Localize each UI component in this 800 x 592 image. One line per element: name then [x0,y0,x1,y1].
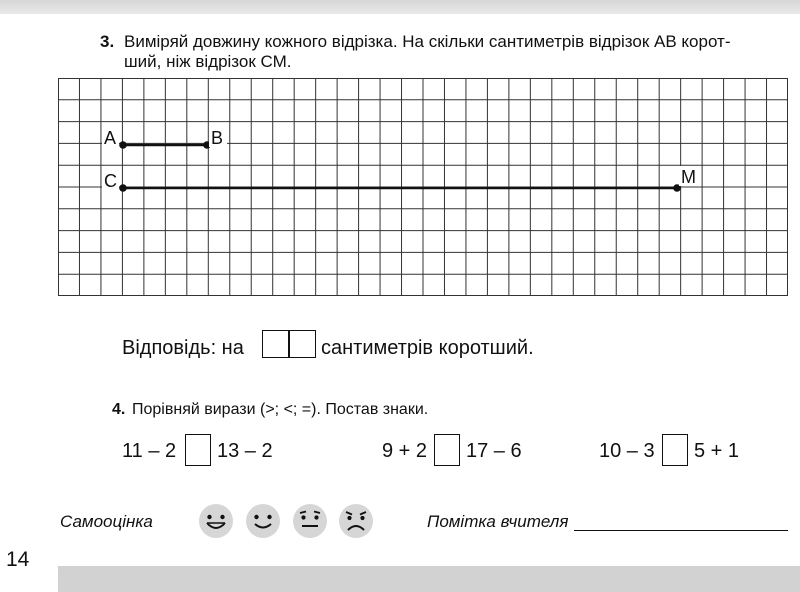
answer-label: Відповідь: на [122,337,244,359]
compare-box-3[interactable] [662,434,688,466]
answer-box-divider [288,331,290,357]
top-edge-band [0,0,800,14]
answer-input-box[interactable] [262,330,316,358]
neutral-face-icon[interactable] [291,502,329,540]
task-4-number: 4. [112,401,126,418]
point-a [119,141,127,149]
smile-face-icon[interactable] [244,502,282,540]
label-m: М [681,167,696,187]
self-assessment-label: Самооцінка [60,512,153,531]
label-b: В [211,128,224,148]
big-smile-face-icon[interactable] [197,502,235,540]
task-3-text-line1: Виміряй довжину кожного відрізка. На скільки сантиметрів відрізок АВ корот- [124,32,731,51]
task-3-number: 3. [100,32,115,51]
compare-box-1[interactable] [185,434,211,466]
task-4-text: Порівняй вирази (>; <; =). Постав знаки. [132,401,429,418]
expression-1-left: 11 – 2 [122,440,177,462]
task-3-text-line2: ший, ніж відрізок СМ. [124,52,292,71]
page-number: 14 [6,548,30,571]
point-c [119,184,127,192]
teacher-note-label: Помітка вчителя [427,512,569,531]
answer-unit-text: сантиметрів коротший. [321,337,534,359]
compare-box-2[interactable] [434,434,460,466]
expression-2-right: 17 – 6 [466,440,522,462]
squared-grid [58,78,788,296]
expression-2-left: 9 + 2 [382,440,428,462]
label-a: А [104,128,117,148]
bottom-edge-band [0,566,800,592]
sad-face-icon[interactable] [337,502,375,540]
segment-cm [119,184,681,192]
expression-1-right: 13 – 2 [217,440,273,462]
label-c: С [104,171,117,191]
expression-3-right: 5 + 1 [694,440,740,462]
teacher-note-line[interactable] [574,530,788,531]
expression-3-left: 10 – 3 [599,440,655,462]
